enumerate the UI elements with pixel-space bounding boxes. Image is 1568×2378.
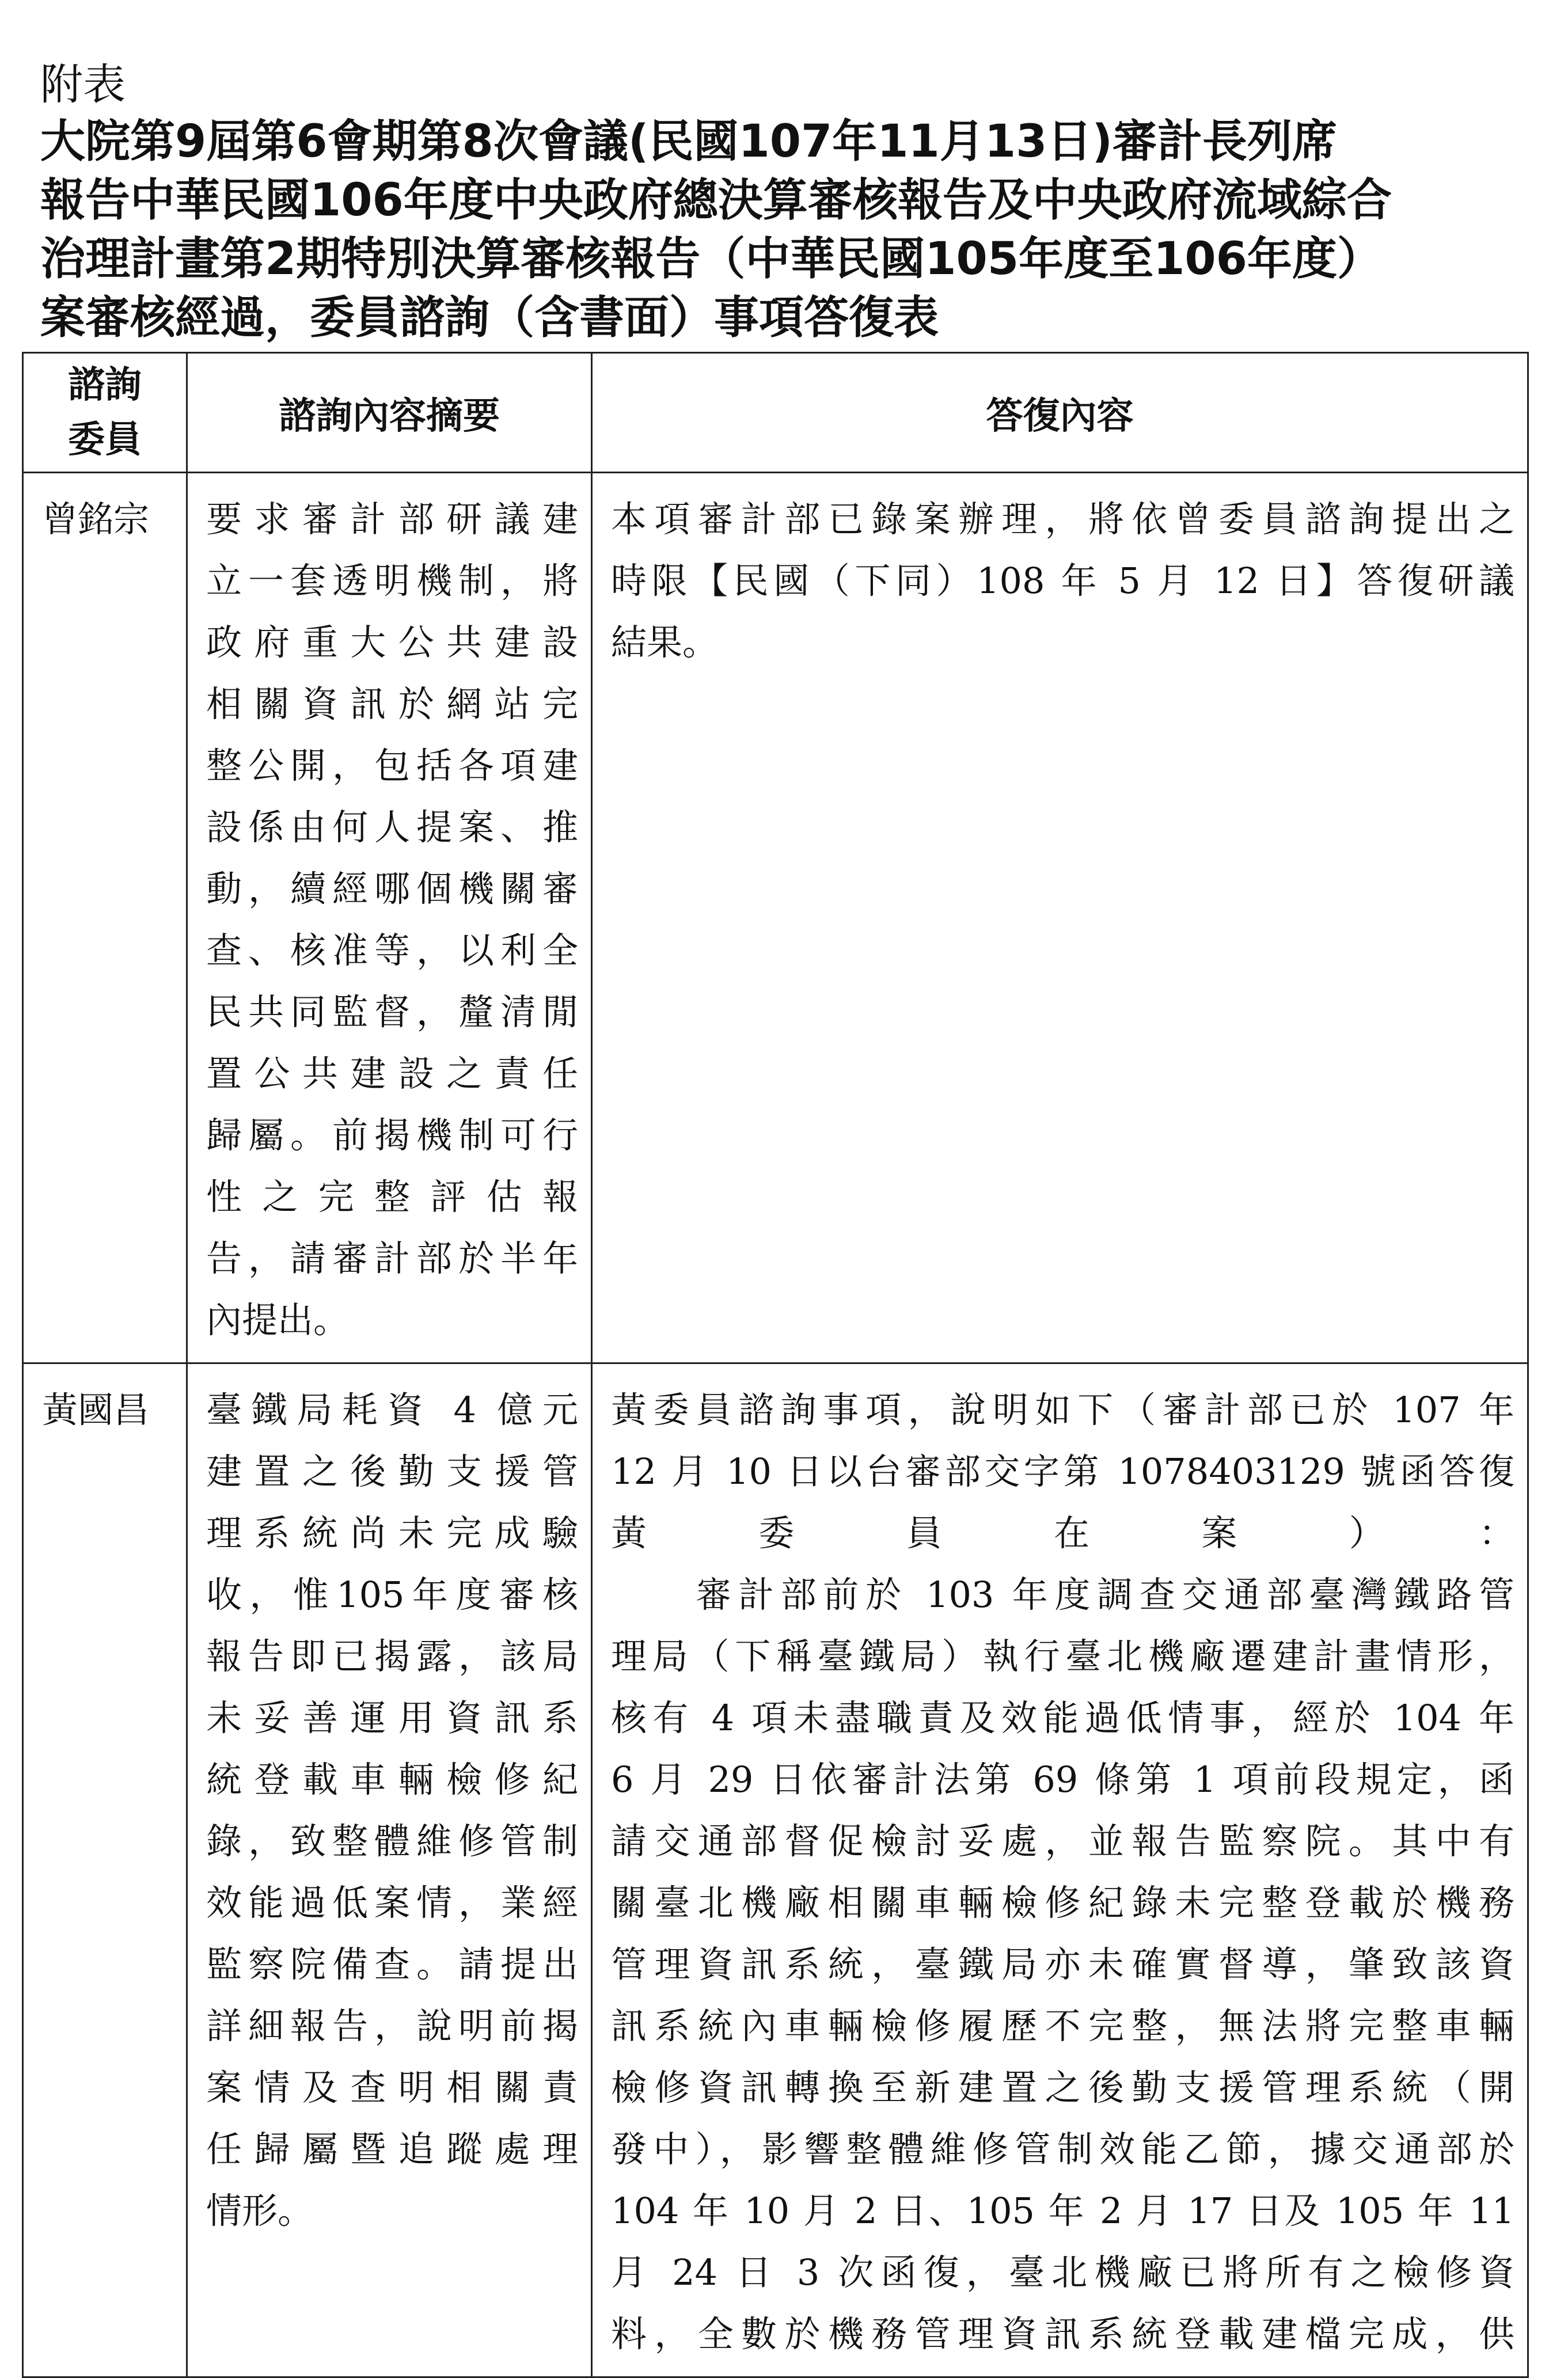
text-line: 檢修資訊轉換至新建置之後勤支援管理系統（開 xyxy=(611,2066,1514,2109)
text-line: 告，請審計部於半年 xyxy=(206,1237,578,1279)
text-line: 案情及查明相關責 xyxy=(206,2066,578,2109)
header-reply: 答復內容 xyxy=(592,353,1528,473)
text-line: 理局（下稱臺鐵局）執行臺北機廠遷建計畫情形， xyxy=(611,1635,1514,1677)
title-line: 大院第9屆第6會期第8次會議(民國107年11月13日)審計長列席 xyxy=(40,116,1338,168)
header-member xyxy=(23,353,187,473)
text-line: 錄，致整體維修管制 xyxy=(206,1820,578,1862)
text-line: 相關資訊於網站完 xyxy=(206,683,578,725)
title-line: 案審核經過，委員諮詢（含書面）事項答復表 xyxy=(40,292,939,344)
document-title xyxy=(40,112,1514,347)
attachment-label: 附表 xyxy=(40,60,126,109)
text-line: 建置之後勤支援管 xyxy=(206,1450,578,1492)
summary-cell xyxy=(188,1364,591,2253)
text-line: 黃委員在案）： xyxy=(611,1512,1514,1554)
reply-cell xyxy=(593,473,1527,685)
text-line: 情形。 xyxy=(206,2190,314,2232)
text-line: 要求審計部研議建 xyxy=(206,498,578,540)
member-name: 黃國昌 xyxy=(23,1363,187,2377)
header-member-line1: 諮詢 xyxy=(68,363,142,407)
header-summary: 諮詢內容摘要 xyxy=(187,353,592,473)
text-line: 核有 4 項未盡職責及效能過低情事，經於 104 年 xyxy=(611,1697,1514,1739)
text-line: 查、核准等，以利全 xyxy=(206,929,578,971)
text-line: 月 24 日 3 次函復，臺北機廠已將所有之檢修資 xyxy=(611,2251,1514,2293)
title-line: 治理計畫第2期特別決算審核報告（中華民國105年度至106年度） xyxy=(40,233,1382,285)
table-row xyxy=(23,1363,1528,2377)
text-line: 6 月 29 日依審計法第 69 條第 1 項前段規定，函 xyxy=(611,1758,1514,1800)
title-line: 報告中華民國106年度中央政府總決算審核報告及中央政府流域綜合 xyxy=(40,174,1392,226)
text-line: 詳細報告，說明前揭 xyxy=(206,2005,578,2047)
text-line: 設係由何人提案、推 xyxy=(206,806,578,848)
header-member-line2: 委員 xyxy=(68,418,142,461)
inquiry-reply-table xyxy=(22,352,1529,2378)
text-line: 任歸屬暨追蹤處理 xyxy=(206,2128,578,2170)
text-line: 臺鐵局耗資 4 億元 xyxy=(206,1389,578,1431)
text-line: 料，全數於機務管理資訊系統登載建檔完成，供 xyxy=(611,2313,1514,2355)
text-line: 管理資訊系統，臺鐵局亦未確實督導，肇致該資 xyxy=(611,1943,1514,1985)
text-line: 關臺北機廠相關車輛檢修紀錄未完整登載於機務 xyxy=(611,1882,1514,1924)
reply-cell xyxy=(593,1364,1527,2376)
text-line: 整公開，包括各項建 xyxy=(206,744,578,787)
text-line: 監察院備查。請提出 xyxy=(206,1943,578,1985)
text-line: 黃委員諮詢事項，說明如下（審計部已於 107 年 xyxy=(611,1389,1514,1431)
text-line: 請交通部督促檢討妥處，並報告監察院。其中有 xyxy=(611,1820,1514,1862)
text-line: 104 年 10 月 2 日、105 年 2 月 17 日及 105 年 11 xyxy=(611,2190,1514,2232)
text-line: 民共同監督，釐清閒 xyxy=(206,991,578,1033)
text-line: 審計部前於 103 年度調查交通部臺灣鐵路管 xyxy=(611,1574,1514,1616)
table-row xyxy=(23,473,1528,1363)
text-line: 動，續經哪個機關審 xyxy=(206,868,578,910)
summary-cell xyxy=(188,473,591,1362)
text-line: 置公共建設之責任 xyxy=(206,1053,578,1095)
text-line: 內提出。 xyxy=(206,1299,350,1341)
text-line: 時限【民國（下同）108 年 5 月 12 日】答復研議 xyxy=(611,560,1514,602)
text-line: 性之完整評估報 xyxy=(206,1176,578,1218)
text-line: 收，惟105年度審核 xyxy=(206,1574,578,1616)
text-line: 政府重大公共建設 xyxy=(206,621,578,663)
text-line: 訊系統內車輛檢修履歷不完整，無法將完整車輛 xyxy=(611,2005,1514,2047)
text-line: 未妥善運用資訊系 xyxy=(206,1697,578,1739)
text-line: 立一套透明機制，將 xyxy=(206,560,578,602)
text-line: 報告即已揭露，該局 xyxy=(206,1635,578,1677)
text-line: 結果。 xyxy=(611,621,719,663)
text-line: 效能過低案情，業經 xyxy=(206,1882,578,1924)
text-line: 12 月 10 日以台審部交字第 1078403129 號函答復 xyxy=(611,1450,1514,1492)
table-header-row xyxy=(23,353,1528,473)
text-line: 發中），影響整體維修管制效能乙節，據交通部於 xyxy=(611,2128,1514,2170)
text-line: 歸屬。前揭機制可行 xyxy=(206,1114,578,1156)
text-line: 理系統尚未完成驗 xyxy=(206,1512,578,1554)
text-line: 統登載車輛檢修紀 xyxy=(206,1758,578,1800)
text-line: 本項審計部已錄案辦理，將依曾委員諮詢提出之 xyxy=(611,498,1514,540)
member-name: 曾銘宗 xyxy=(23,473,187,1363)
